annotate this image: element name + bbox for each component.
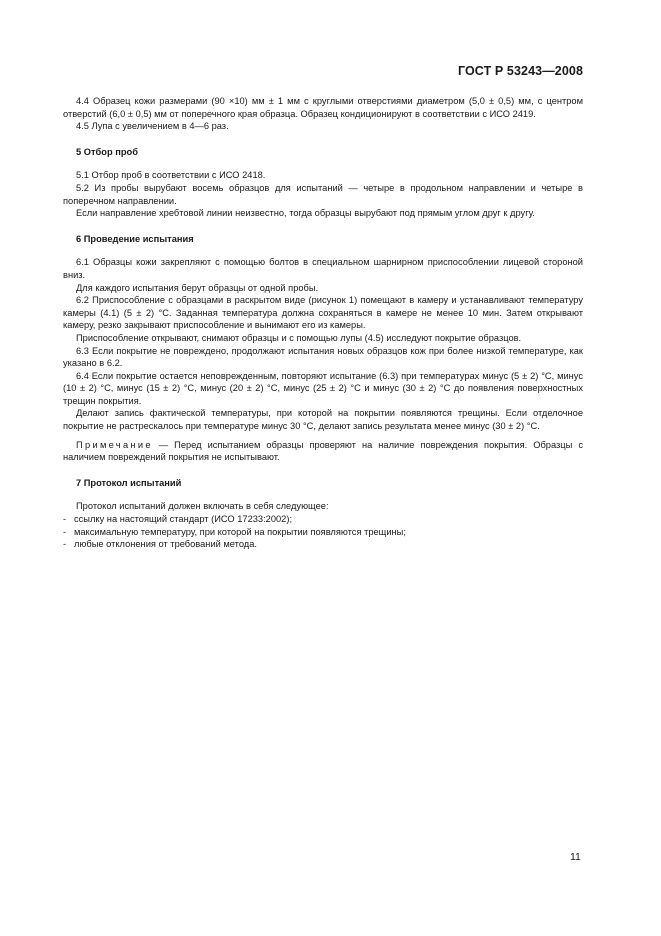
paragraph-6-4-cont: Делают запись фактической температуры, при которой на покрытии появляются трещины. Если отделочное покрытие не растрескалось при температуре минус 30 °С, делают запись результата менее минус (30 ± 2) °С. xyxy=(63,408,583,432)
note-label: Примечание xyxy=(76,439,153,450)
list-marker: - xyxy=(63,539,67,550)
section-heading-7: 7 Протокол испытаний xyxy=(76,477,182,488)
document-body xyxy=(63,95,583,551)
section-heading-5: 5 Отбор проб xyxy=(76,146,138,157)
list-marker: - xyxy=(63,514,67,525)
paragraph-4-4: 4.4 Образец кожи размерами (90 ×10) мм ± 1 мм с круглыми отверстиями диаметром (5,0 ± 0,5) мм, с центром отверстий (6,0 ± 0,5) мм от поперечного края образца. Образец кондиционируют в соответствии с ИСО 2419. xyxy=(63,96,583,119)
paragraph-5-1: 5.1 Отбор проб в соответствии с ИСО 2418. xyxy=(76,170,266,181)
list-item xyxy=(63,526,583,539)
paragraph-7-intro: Протокол испытаний должен включать в себя следующее: xyxy=(76,501,329,512)
page-number: 11 xyxy=(570,851,581,863)
paragraph-5-2-cont: Если направление хребтовой линии неизвестно, тогда образцы вырубают под прямым углом друг к другу. xyxy=(76,208,535,219)
list-item-text: любые отклонения от требований метода. xyxy=(74,539,257,550)
list-item-text: максимальную температуру, при которой на покрытии появляются трещины; xyxy=(74,526,406,537)
paragraph-6-2: 6.2 Приспособление с образцами в раскрытом виде (рисунок 1) помещают в камеру и устанавливают температуру камеры (4.1) (5 ± 2) °С. Заданная температура должна сохраняться в камере не менее 10 мин. Затем открывают камеру, резко закрывают приспособление и вынимают его из камеры. xyxy=(63,295,583,331)
paragraph-5-2: 5.2 Из пробы вырубают восемь образцов для испытаний — четыре в продольном направлении и четыре в поперечном направлении. xyxy=(63,182,583,206)
note xyxy=(63,439,583,464)
section-heading-6: 6 Проведение испытания xyxy=(76,233,194,244)
list-marker: - xyxy=(63,526,67,537)
note-text: — Перед испытанием образцы проверяют на наличие повреждения покрытия. Образцы с наличием повреждений покрытия не испытывают. xyxy=(63,439,583,463)
list-item-text: ссылку на настоящий стандарт (ИСО 17233:2002); xyxy=(74,514,293,525)
paragraph-6-1: 6.1 Образцы кожи закрепляют с помощью болтов в специальном шарнирном приспособлении лицевой стороной вниз. xyxy=(63,257,583,280)
list-item xyxy=(63,513,583,526)
list-item xyxy=(63,538,583,551)
paragraph-4-5: 4.5 Лупа с увеличением в 4—6 раз. xyxy=(76,121,229,132)
paragraph-6-3: 6.3 Если покрытие не повреждено, продолжают испытания новых образцов кож при более низкой температуре, как указано в 6.2. xyxy=(63,345,583,369)
paragraph-6-2-cont: Приспособление открывают, снимают образцы и с помощью лупы (4.5) исследуют покрытие образцов. xyxy=(76,332,522,343)
document-code: ГОСТ Р 53243—2008 xyxy=(457,64,583,78)
paragraph-6-4: 6.4 Если покрытие остается неповрежденным, повторяют испытание (6.3) при температурах минус (5 ± 2) °С, минус (10 ± 2) °С, минус (15 ± 2) °С, минус (20 ± 2) °С, минус (25 ± 2) °С и минус (30 ± 2) °С до появления поверхностных трещин покрытия. xyxy=(63,370,583,406)
paragraph-6-1-cont: Для каждого испытания берут образцы от одной пробы. xyxy=(76,282,319,293)
